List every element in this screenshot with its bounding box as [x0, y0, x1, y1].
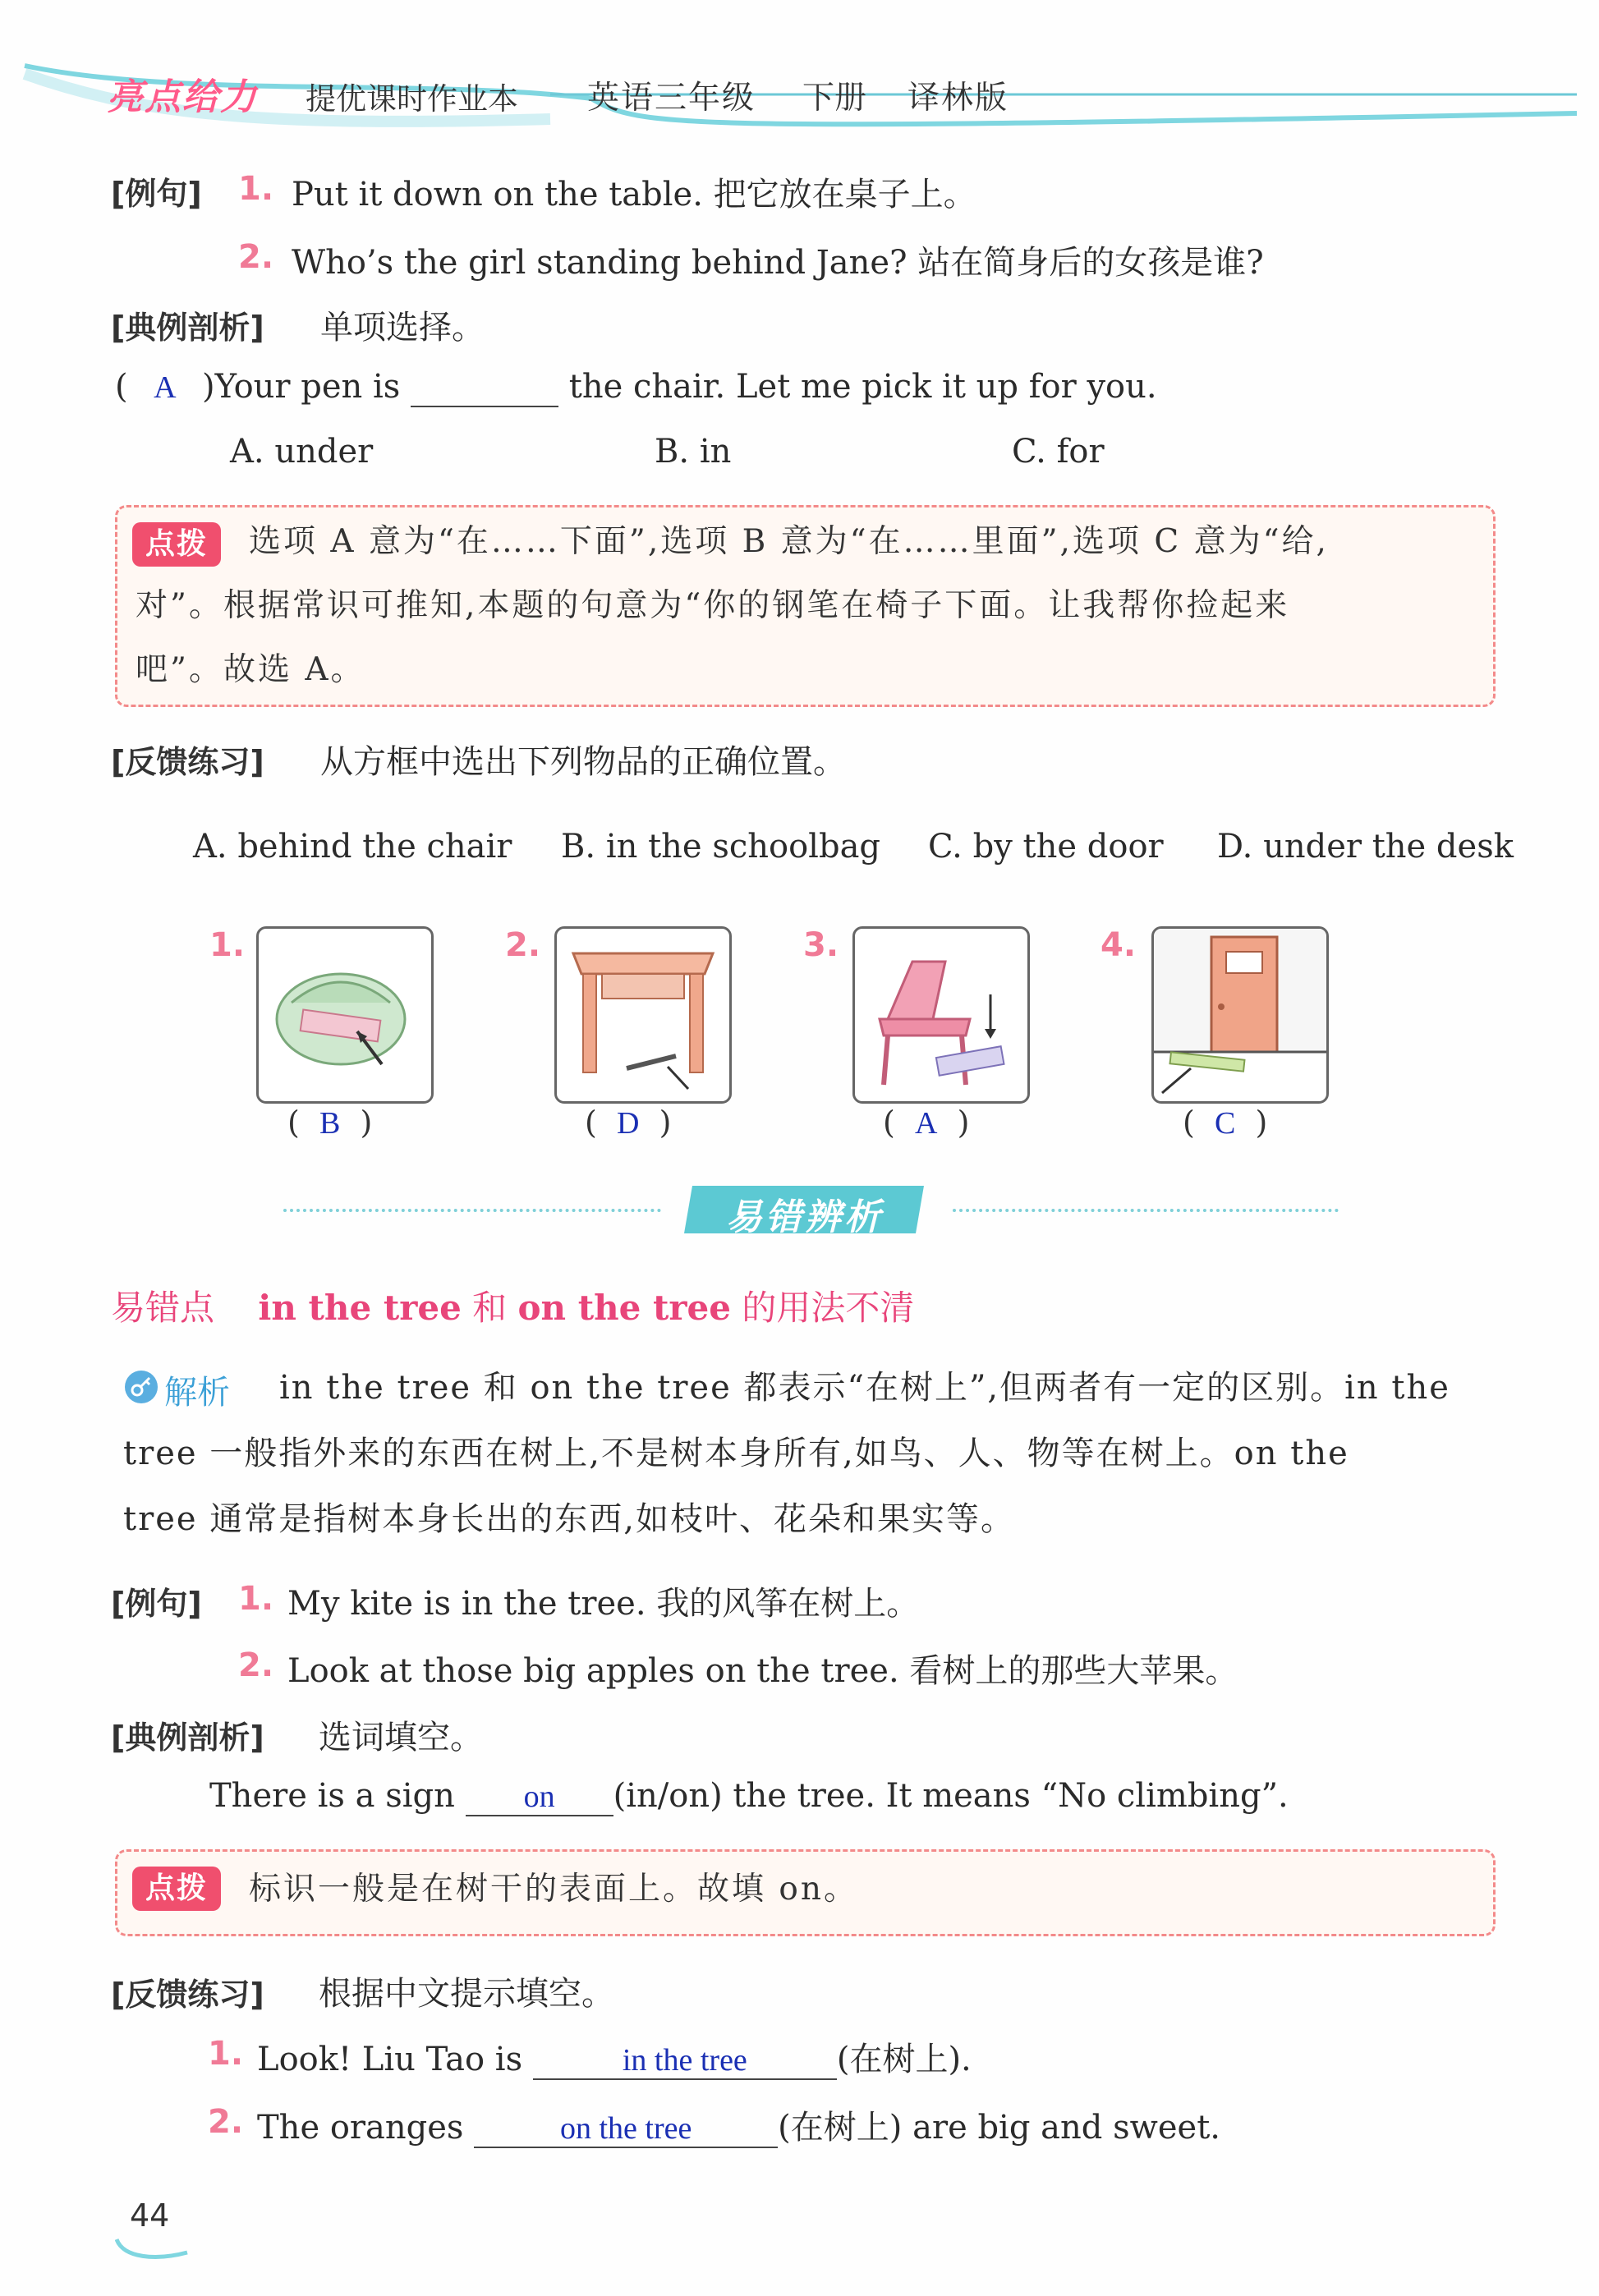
mcq-question: ( A )Your pen is the chair. Let me pick it up for you.	[115, 368, 1157, 406]
fill-question: Look! Liu Tao is in the tree (在树上).	[257, 2041, 972, 2078]
picture-answer[interactable]: D	[616, 1106, 640, 1141]
key-icon	[123, 1369, 159, 1405]
example-number: 1.	[238, 1580, 274, 1618]
header-publisher: 译林版	[907, 80, 1009, 117]
picture-door	[1151, 926, 1329, 1104]
answer-paren: ( B )	[287, 1104, 373, 1141]
example-tag: [例句]	[111, 1586, 202, 1622]
tip-badge: 点拨	[132, 522, 221, 567]
example-number: 1.	[238, 170, 274, 208]
page-number: 44	[130, 2197, 170, 2234]
tip-box	[115, 505, 1496, 707]
desk-pencil-icon	[557, 929, 729, 1101]
picture-desk	[554, 926, 732, 1104]
error-title: 易错点 in the tree 和 on the tree 的用法不清	[111, 1288, 915, 1328]
tip-line: 选项 A 意为“在……下面”,选项 B 意为“在……里面”,选项 C 意为“给,	[249, 523, 1329, 560]
header-subtitle: 提优课时作业本	[306, 81, 518, 117]
practice-instruction: 从方框中选出下列物品的正确位置。	[320, 743, 846, 781]
mcq-blank[interactable]	[411, 368, 558, 407]
word-option: D. under the desk	[1217, 828, 1514, 866]
picture-answer[interactable]: A	[914, 1106, 938, 1141]
practice-tag: [反馈练习]	[111, 744, 264, 780]
analysis-line: tree 通常是指树本身长出的东西,如枝叶、花朵和果实等。	[123, 1500, 1015, 1538]
analysis-label: 解析	[164, 1374, 230, 1412]
banner-text: 易错辨析	[726, 1196, 884, 1238]
question-number: 1.	[208, 2035, 244, 2073]
analysis-line: in the tree 和 on the tree 都表示“在树上”,但两者有一定的区别。in the	[279, 1369, 1450, 1407]
word-option: C. by the door	[928, 828, 1164, 866]
banner-divider	[953, 1209, 1339, 1212]
mcq-option: A. under	[230, 433, 374, 471]
example-number: 2.	[238, 1646, 274, 1684]
answer-paren: ( C )	[1183, 1104, 1268, 1141]
tip-line: 对”。根据常识可推知,本题的句意为“你的钢笔在椅子下面。让我帮你捡起来	[136, 587, 1290, 624]
fill-answer[interactable]: in the tree	[533, 2042, 837, 2080]
mcq-option: C. for	[1012, 433, 1105, 471]
picture-schoolbag	[256, 926, 434, 1104]
example-sentence: Who’s the girl standing behind Jane? 站在简身后的女孩是谁?	[292, 244, 1264, 282]
example-tag: [例句]	[111, 176, 202, 212]
picture-answer[interactable]: B	[319, 1106, 341, 1141]
section-banner	[678, 1182, 932, 1237]
question-number: 2.	[208, 2103, 244, 2141]
word-option: A. behind the chair	[193, 828, 512, 866]
tip-box	[115, 1849, 1496, 1936]
analysis-instruction: 单项选择。	[320, 309, 485, 347]
analysis-line: tree 一般指外来的东西在树上,不是树本身所有,如鸟、人、物等在树上。on the	[123, 1435, 1349, 1472]
answer-paren: ( D )	[585, 1104, 672, 1141]
picture-answer[interactable]: C	[1214, 1106, 1236, 1141]
schoolbag-ruler-icon	[259, 929, 431, 1101]
chair-book-icon	[855, 929, 1027, 1101]
practice-instruction: 根据中文提示填空。	[319, 1975, 614, 2013]
analysis-instruction: 选词填空。	[319, 1719, 483, 1756]
fill-question: The oranges on the tree (在树上) are big and sweet.	[257, 2109, 1220, 2147]
fill-answer[interactable]: on the tree	[474, 2110, 778, 2148]
mcq-option: B. in	[655, 433, 732, 471]
practice-tag: [反馈练习]	[111, 1977, 264, 2013]
banner-divider	[283, 1209, 661, 1212]
picture-number: 2.	[505, 926, 541, 964]
door-ruler-icon	[1154, 929, 1326, 1101]
fill-answer[interactable]: on	[466, 1779, 613, 1816]
answer-paren: ( A )	[883, 1104, 970, 1141]
picture-number: 3.	[803, 926, 839, 964]
example-sentence: Look at those big apples on the tree. 看树上的那些大苹果。	[287, 1652, 1238, 1690]
header-volume: 下册	[802, 80, 867, 117]
picture-chair	[852, 926, 1030, 1104]
header-brand: 亮点给力	[107, 76, 258, 118]
word-option: B. in the schoolbag	[561, 828, 881, 866]
tip-badge: 点拨	[132, 1867, 221, 1911]
fill-question: There is a sign on (in/on) the tree. It means “No climbing”.	[209, 1777, 1289, 1815]
analysis-tag: [典例剖析]	[111, 1720, 264, 1756]
picture-number: 4.	[1100, 926, 1137, 964]
analysis-tag: [典例剖析]	[111, 310, 264, 346]
picture-number: 1.	[209, 926, 246, 964]
tip-line: 吧”。故选 A。	[136, 651, 365, 688]
footer-swoosh	[115, 2238, 189, 2262]
header-grade: 英语三年级	[587, 80, 756, 117]
tip-line: 标识一般是在树干的表面上。故填 on。	[249, 1871, 858, 1908]
example-sentence: Put it down on the table. 把它放在桌子上。	[292, 176, 976, 214]
mcq-answer[interactable]: A	[154, 370, 177, 405]
example-number: 2.	[238, 238, 274, 276]
example-sentence: My kite is in the tree. 我的风筝在树上。	[287, 1585, 920, 1623]
